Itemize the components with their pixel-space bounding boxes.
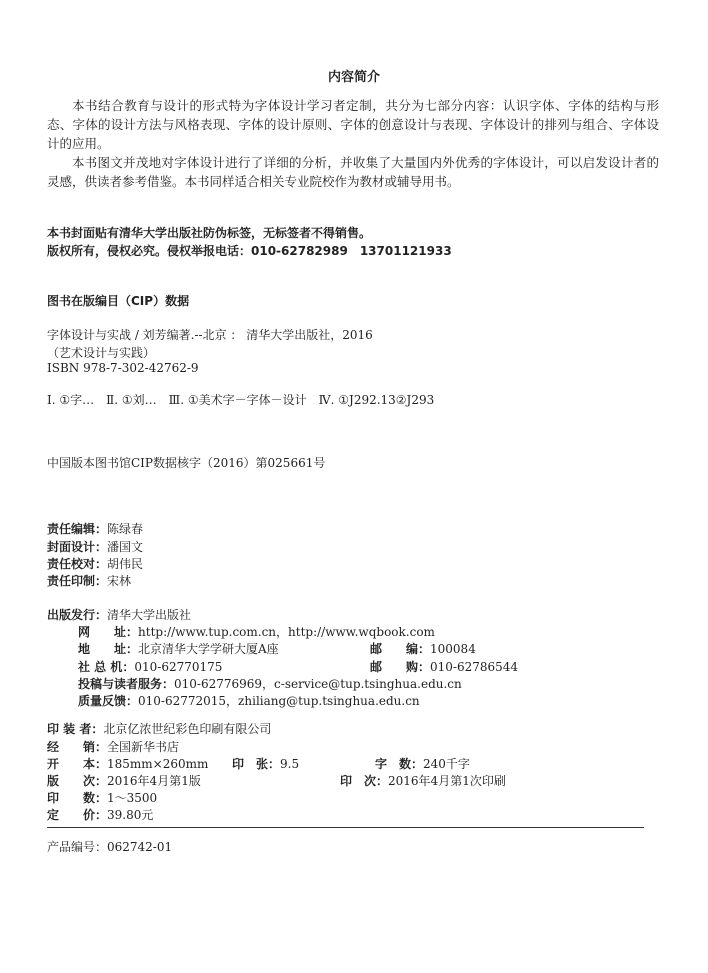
printer-value: 北京亿浓世纪彩色印刷有限公司 [103,722,272,736]
proofreader-label: 责任校对： [47,557,108,571]
mail-order-value: 010-62786544 [430,660,519,674]
distributor-value: 全国新华书店 [107,740,180,754]
address-label: 地 址： [78,642,139,656]
summary-paragraph-2: 本书图文并茂地对字体设计进行了详细的分析，并收集了大量国内外优秀的字体设计，可以启发设计者的灵感，供读者参考借鉴。本书同样适合相关专业院校作为教材或辅导用书。 [47,155,659,189]
summary-title: 内容简介 [327,70,380,85]
quality-feedback-row [78,690,420,709]
sheets-value: 9.5 [280,757,300,771]
price-row [47,804,153,823]
cover-design-value: 潘国文 [107,540,144,554]
editor-value: 陈绿春 [107,522,144,536]
proofreader-value: 胡伟民 [107,557,144,571]
publisher-name: 清华大学出版社 [107,608,192,622]
cip-heading: 图书在版编目（CIP）数据 [47,294,190,308]
switchboard-label: 社 总 机： [78,660,135,674]
distributor-label: 经 销： [47,740,108,754]
format-value: 185mm×260mm [107,757,209,771]
anti-counterfeit-notice: 本书封面贴有清华大学出版社防伪标签，无标签者不得销售。 [47,226,372,240]
price-value: 39.80元 [107,808,154,822]
switchboard-value: 010-62770175 [134,660,223,674]
printing-row [340,770,506,789]
summary-paragraph-1: 本书结合教育与设计的形式特为字体设计学习者定制，共分为七部分内容：认识字体、字体的结构与形态、字体的设计方法与风格表现、字体的设计原则、字体的创意设计与表现、字体设计的排列与组合、字体设计的应用。 [47,98,659,151]
sheets-label: 印 张： [232,757,281,771]
website-value: http://www.tup.com.cn，http://www.wqbook.com [138,625,435,639]
reader-service-value: 010-62776969，c-service@tup.tsinghua.edu.cn [174,677,462,691]
mail-order-label: 邮 购： [370,660,431,674]
printer-label: 印 装 者： [47,722,104,736]
postcode-row [370,638,476,657]
editor-row [47,518,143,537]
cip-record-number: 中国版本图书馆CIP数据核字（2016）第025661号 [47,456,326,470]
reader-service-label: 投稿与读者服务： [78,677,175,691]
printing-label: 印 次： [340,774,389,788]
sheets-row [232,753,299,772]
cip-entry-series: （艺术设计与实践） [47,346,156,360]
print-manager-row [47,570,131,589]
format-label: 开 本： [47,757,108,771]
price-label: 定 价： [47,808,108,822]
cip-entry-isbn: ISBN 978-7-302-42762-9 [47,361,199,375]
print-manager-value: 宋林 [107,574,132,588]
edition-label: 版 次： [47,774,108,788]
printer-row [47,718,271,737]
word-count-label: 字 数： [375,757,424,771]
postcode-label: 邮 编： [370,642,431,656]
divider [47,827,644,828]
copyright-notice: 版权所有，侵权必究。侵权举报电话：010-62782989 13701121933 [47,244,452,258]
postcode-value: 100084 [430,642,476,656]
cip-entry-title: 字体设计与实战 / 刘芳编著.--北京 ： 清华大学出版社，2016 [47,328,373,342]
cover-design-label: 封面设计： [47,540,108,554]
print-run-label: 印 数： [47,791,108,805]
quality-feedback-value: 010-62772015，zhiliang@tup.tsinghua.edu.cn [138,694,420,708]
cip-entry-classification: Ⅰ. ①字… Ⅱ. ①刘… Ⅲ. ①美术字－字体－设计 Ⅳ. ①J292.13②J293 [47,393,435,407]
print-manager-label: 责任印制： [47,574,108,588]
publisher-label: 出版发行： [47,608,108,622]
address-value: 北京清华大学学研大厦A座 [138,642,279,656]
address-row [78,638,279,657]
printing-value: 2016年4月第1次印刷 [388,774,506,788]
edition-value: 2016年4月第1版 [107,774,201,788]
editor-label: 责任编辑： [47,522,108,536]
quality-feedback-label: 质量反馈： [78,694,139,708]
print-run-value: 1～3500 [107,791,158,805]
website-label: 网 址： [78,625,139,639]
product-code: 产品编号：062742-01 [47,840,173,854]
word-count-value: 240千字 [423,757,470,771]
